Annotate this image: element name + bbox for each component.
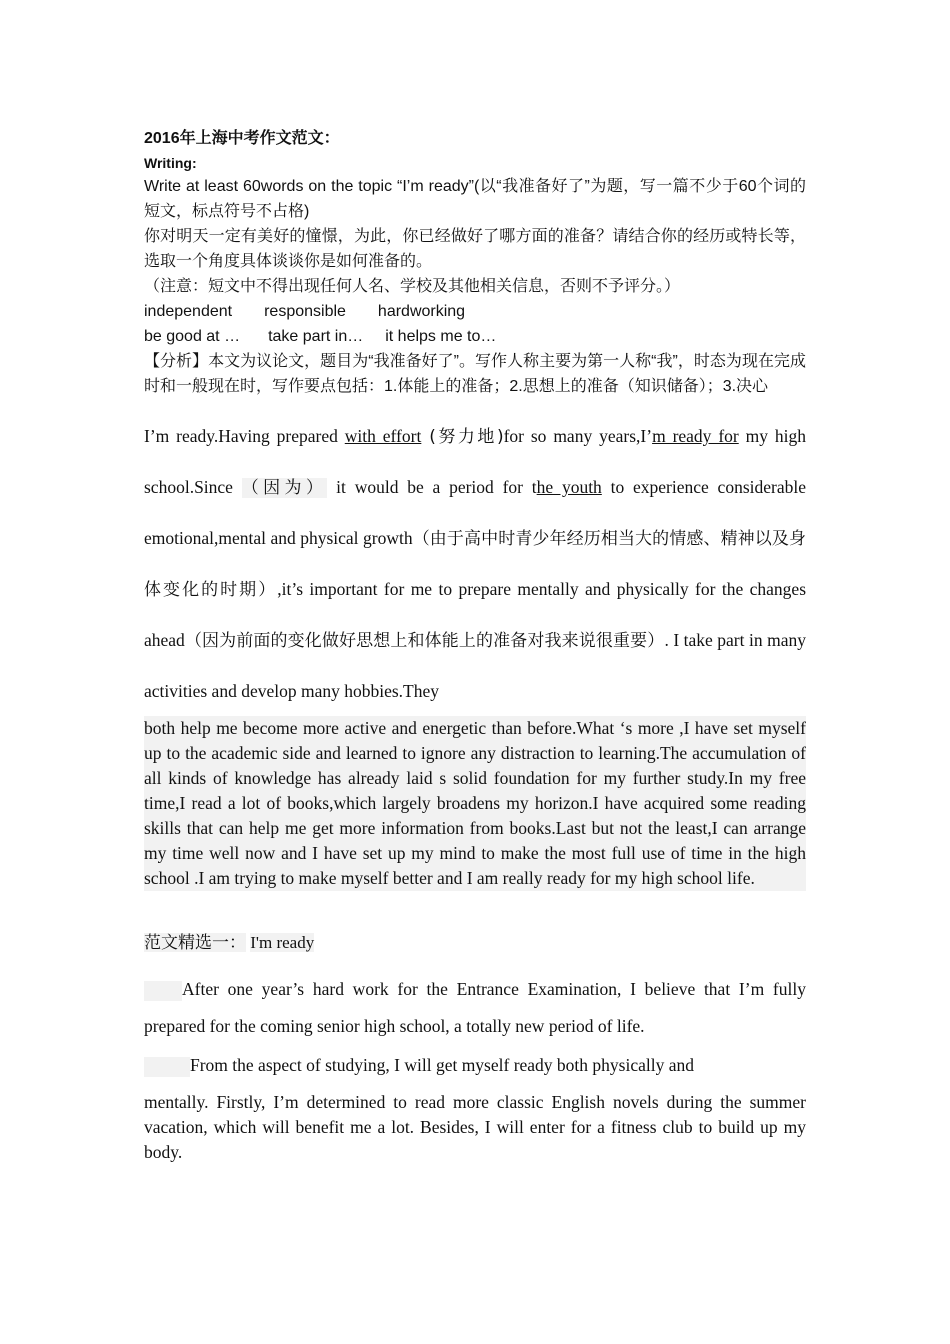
essay-text: for so many years,I’	[503, 426, 653, 446]
chinese-gloss: （由于高中时青少年经历相当大的情感、精神以及身体变化的时期）	[144, 529, 806, 600]
chinese-gloss: (努力地)	[421, 427, 504, 447]
indent-space	[144, 1057, 190, 1077]
indent-space	[144, 981, 182, 1001]
word-item: hardworking	[377, 303, 466, 320]
underlined-phrase: with effort	[344, 426, 422, 446]
sample-text: After one year’s hard work for the Entrance Examination, I believe that I’m fully prepared for the coming senior high school, a totally new period of life.	[144, 979, 806, 1036]
prompt-chinese: 你对明天一定有美好的憧憬，为此，你已经做好了哪方面的准备？请结合你的经历或特长等，选取一个角度具体谈谈你是如何准备的。	[144, 228, 806, 270]
word-item: responsible	[264, 303, 346, 320]
essay-text: it would be a period for t	[327, 477, 537, 497]
phrase-item: it helps me to…	[385, 328, 497, 345]
essay-text: ,it’s important for me to prepare mentally and physically for the changes ahead	[144, 579, 807, 650]
sample-text: From the aspect of studying, I will get myself ready both physically and	[190, 1055, 694, 1075]
word-list	[144, 299, 806, 324]
underlined-phrase: he youth	[536, 477, 602, 497]
phrase-item: take part in…	[268, 328, 364, 345]
essay-text: to experience considerable emotional,mental and physical growth	[144, 477, 806, 548]
sample-paragraph-2-first-line	[144, 1047, 806, 1084]
sample-paragraph-1	[144, 971, 806, 1045]
writing-label: Writing:	[144, 155, 197, 171]
analysis-text: 【分析】本文为议论文，题目为“我准备好了”。写作人称主要为第一人称“我”，时态为现在完成时和一般现在时，写作要点包括：1.体能上的准备；2.思想上的准备（知识储备）；3.决心	[144, 353, 806, 395]
essay-text: my high school.Since	[144, 426, 806, 497]
essay-text: I’m ready.Having prepared	[144, 426, 345, 446]
sample-label: 范文精选一：	[144, 933, 246, 952]
sample-paragraph-2-rest: mentally. Firstly, I’m determined to read more classic English novels during the summer vacation, which will benefit me a lot. Besides, I will enter for a fitness club to build up my body.	[144, 1092, 806, 1162]
document-heading: 2016年上海中考作文范文：	[144, 130, 340, 147]
model-essay-continuation: both help me become more active and energetic than before.What ‘s more ,I have set myself up to the academic side and learned to ignore any distraction to learning.The accumulation of all kinds of knowledge has already laid s solid foundation for my further study.In my free time,I read a lot of books,which largely broadens my horizon.I have acquired some reading skills that can help me get more information from books.Last but not the least,I can arrange my time well now and I have set up my mind to make the most full use of time in the high school .I am trying to make myself better and I am really ready for my high school life.	[144, 716, 806, 891]
essay-text: . I take part in many activities and develop many hobbies.They	[144, 630, 806, 701]
sample-title: I'm ready	[250, 933, 315, 952]
prompt-english: Write at least 60words on the topic “I’m ready”(以“我准备好了”为题，写一篇不少于60个词的短文，标点符号不占格)	[144, 178, 806, 220]
sample-heading	[144, 929, 806, 957]
phrase-list	[144, 324, 806, 349]
chinese-gloss: （因为）	[241, 478, 328, 498]
model-essay-paragraph	[144, 411, 806, 716]
underlined-phrase: m ready for	[652, 426, 739, 446]
word-item: independent	[144, 303, 233, 320]
document-page	[144, 124, 806, 1165]
chinese-gloss: （因为前面的变化做好思想上和体能上的准备对我来说很重要）	[184, 631, 665, 651]
phrase-item: be good at …	[144, 328, 241, 345]
notice-text: （注意：短文中不得出现任何人名、学校及其他相关信息，否则不予评分。）	[144, 278, 681, 295]
